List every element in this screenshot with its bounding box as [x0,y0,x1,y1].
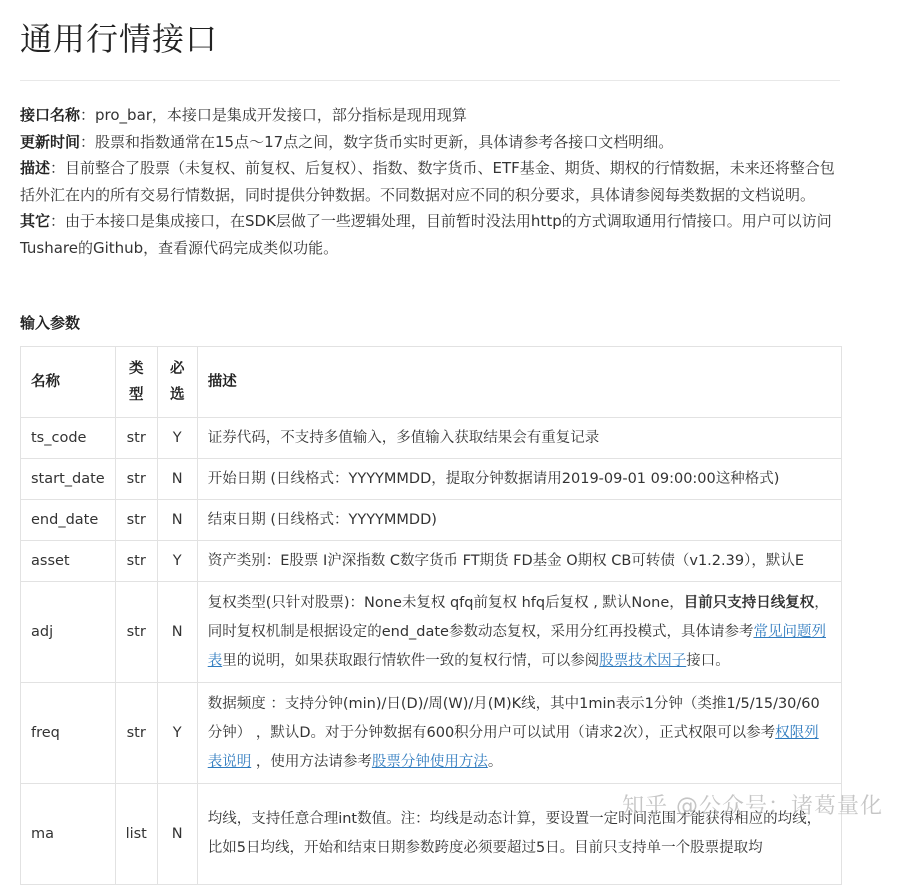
tech-factor-link[interactable]: 股票技术因子 [599,652,687,669]
param-desc: 复权类型(只针对股票)：None未复权 qfq前复权 hfq后复权 , 默认None，目前只支持日线复权，同时复权机制是根据设定的end_date参数动态复权，采用分红再投模式，具体请参考常见问题列表里的说明，如果获取跟行情软件一致的复权行情，可以参阅股票技术因子接口。 [197,582,841,683]
param-desc: 开始日期 (日线格式：YYYYMMDD，提取分钟数据请用2019-09-01 09:00:00这种格式) [197,459,841,500]
param-required: Y [157,683,197,784]
param-required: N [157,784,197,885]
api-name-line [20,102,840,129]
update-time-line [20,129,840,156]
description-line [20,155,840,208]
description-label: 描述 [20,159,51,177]
other-line [20,208,840,261]
other-value: ：由于本接口是集成接口，在SDK层做了一些逻辑处理，目前暂时没法用http的方式调取通用行情接口。用户可以访问Tushare的Github，查看源代码完成类似功能。 [20,212,832,257]
table-row [21,500,842,541]
api-name-label: 接口名称 [20,106,81,124]
minute-usage-link[interactable]: 股票分钟使用方法 [371,753,488,770]
param-desc: 数据频度 ：支持分钟(min)/日(D)/周(W)/月(M)K线，其中1min表示1分钟（类推1/5/15/30/60分钟） ，默认D。对于分钟数据有600积分用户可以试用（请求2次），正式权限可以参考权限列表说明 ，使用方法请参考股票分钟使用方法。 [197,683,841,784]
update-time-label: 更新时间 [20,132,81,151]
api-meta [20,102,840,261]
table-row [21,582,842,683]
param-name: ma [21,784,116,885]
api-name-value: ：pro_bar，本接口是集成开发接口，部分指标是现用现算 [80,106,467,124]
col-header-name: 名称 [21,347,116,418]
title-divider [20,80,840,81]
param-name: asset [21,541,116,582]
update-time-value: ：股票和指数通常在15点～17点之间，数字货币实时更新，具体请参考各接口文档明细。 [80,132,674,151]
col-header-desc: 描述 [197,347,841,418]
other-label: 其它 [20,212,51,230]
param-desc: 结束日期 (日线格式：YYYYMMDD) [197,500,841,541]
param-type: str [115,500,157,541]
daily-adj-note: 目前只支持日线复权 [683,594,815,611]
faq-list-link[interactable]: 常见问题列表 [207,623,826,669]
param-required: N [157,459,197,500]
col-header-required: 必选 [157,347,197,418]
permission-list-link[interactable]: 权限列表说明 [207,724,819,770]
param-type: str [115,683,157,784]
param-desc: 证券代码，不支持多值输入，多值输入获取结果会有重复记录 [197,418,841,459]
param-name: freq [21,683,116,784]
param-type: str [115,459,157,500]
param-required: Y [157,418,197,459]
param-type: str [115,541,157,582]
param-name: adj [21,582,116,683]
param-required: N [157,582,197,683]
page-title: 通用行情接口 [20,20,219,58]
description-value: ：目前整合了股票（未复权、前复权、后复权）、指数、数字货币、ETF基金、期货、期权的行情数据，未来还将整合包括外汇在内的所有交易行情数据，同时提供分钟数据。不同数据对应不同的积分要求，具体请参阅每类数据的文档说明。 [20,159,835,204]
param-name: ts_code [21,418,116,459]
table-row [21,683,842,784]
table-row [21,459,842,500]
param-type: list [115,784,157,885]
table-row [21,418,842,459]
watermark: 知乎 @公众号：诸葛量化 [622,794,883,819]
param-required: Y [157,541,197,582]
param-required: N [157,500,197,541]
param-name: start_date [21,459,116,500]
col-header-type: 类型 [115,347,157,418]
param-name: end_date [21,500,116,541]
param-type: str [115,418,157,459]
param-type: str [115,582,157,683]
table-header-row [21,347,842,418]
param-desc: 资产类别：E股票 I沪深指数 C数字货币 FT期货 FD基金 O期权 CB可转债（v1.2.39），默认E [197,541,841,582]
table-row [21,541,842,582]
param-desc: 均线，支持任意合理int数值。注：均线是动态计算，要设置一定时间范围才能获得相应的均线，比如5日均线，开始和结束日期参数跨度必须要超过5日。目前只支持单一个股票提取均 [197,784,841,885]
input-params-heading: 输入参数 [20,314,81,332]
